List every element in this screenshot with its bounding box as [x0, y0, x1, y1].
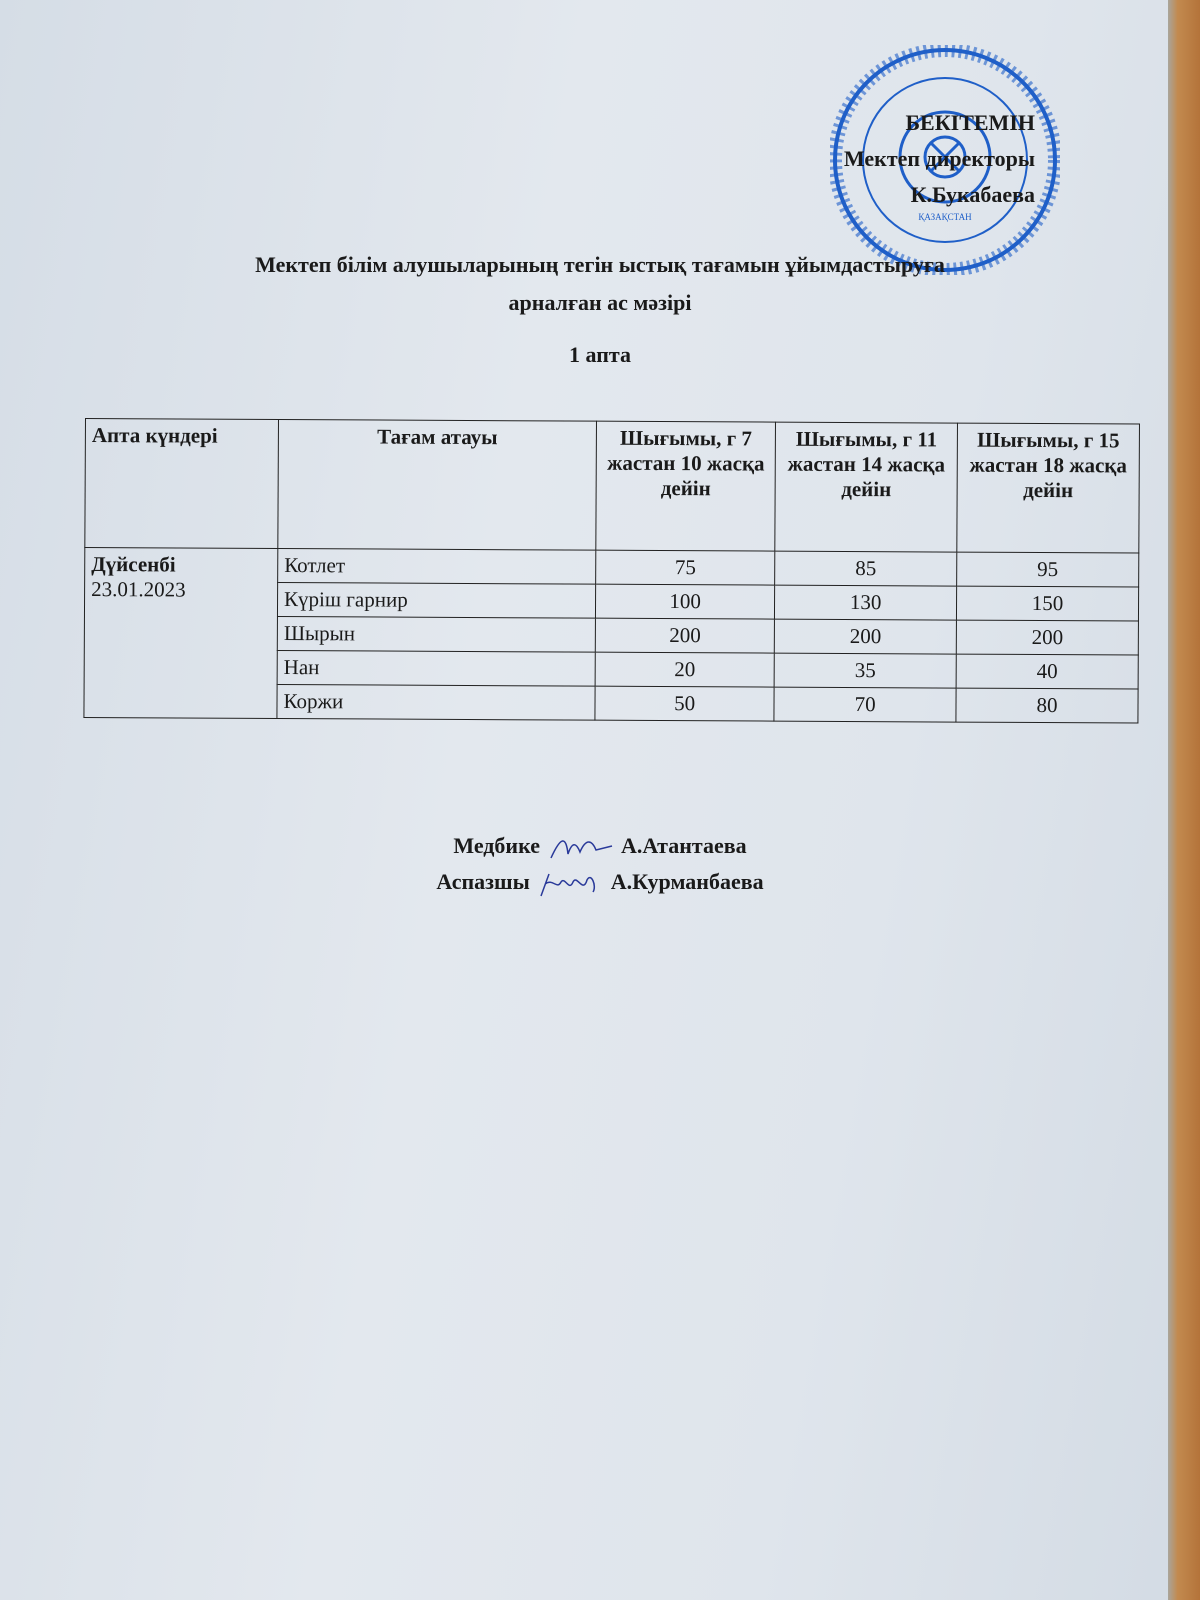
approval-block [844, 105, 1035, 213]
document-title-line2: арналған ас мәзірі [508, 290, 692, 315]
header-days: Апта күндері [85, 419, 279, 549]
approval-heading: БЕКІТЕМІН [905, 110, 1035, 135]
table-row [85, 548, 1139, 588]
dish-name: Котлет [278, 549, 596, 585]
day-cell [84, 548, 278, 719]
portion-15-18: 40 [956, 654, 1138, 689]
approval-position: Мектеп директоры [843, 146, 1035, 171]
signature-role: Аспазшы [436, 869, 530, 894]
header-portion-11-14: Шығымы, г 11 жастан 14 жасқа дейін [775, 422, 957, 552]
portion-7-10: 20 [595, 652, 774, 687]
header-portion-7-10: Шығымы, г 7 жастан 10 жасқа дейін [596, 421, 776, 551]
document-title-line1: Мектеп білім алушыларының тегін ыстық тағамын ұйымдастыруға [255, 252, 945, 277]
portion-15-18: 80 [956, 688, 1138, 723]
portion-11-14: 130 [775, 585, 957, 620]
portion-7-10: 200 [595, 618, 774, 653]
handwritten-signature [535, 870, 605, 898]
signature-line-cook [0, 864, 1200, 900]
wooden-surface [1168, 0, 1200, 1600]
signature-name: А.Атантаева [621, 833, 747, 858]
signature-line-nurse [0, 828, 1200, 864]
portion-11-14: 70 [774, 687, 956, 722]
dish-name: Күріш гарнир [277, 583, 595, 619]
header-dish: Тағам атауы [278, 420, 597, 551]
day-name: Дүйсенбі [91, 552, 176, 577]
signature-role: Медбике [453, 833, 540, 858]
portion-7-10: 50 [595, 686, 774, 721]
portion-15-18: 150 [956, 586, 1138, 621]
day-date: 23.01.2023 [91, 577, 186, 602]
dish-name: Нан [277, 651, 595, 687]
portion-11-14: 35 [774, 653, 956, 688]
approval-name: К.Букабаева [910, 182, 1035, 207]
signatures-block [0, 828, 1200, 900]
portion-7-10: 100 [595, 584, 774, 619]
portion-7-10: 75 [596, 550, 775, 585]
header-portion-15-18: Шығымы, г 15 жастан 18 жасқа дейін [957, 423, 1140, 553]
portion-15-18: 95 [957, 552, 1139, 587]
signature-name: А.Курманбаева [610, 869, 764, 894]
week-label: 1 апта [569, 342, 631, 367]
dish-name: Коржи [277, 685, 595, 721]
portion-11-14: 200 [775, 619, 957, 654]
portion-11-14: 85 [775, 551, 957, 586]
handwritten-signature [546, 834, 616, 862]
dish-name: Шырын [277, 617, 595, 653]
table-header-row [85, 419, 1140, 554]
portion-15-18: 200 [956, 620, 1138, 655]
stamp-text: ҚАЗАҚСТАН [918, 212, 972, 222]
menu-table [83, 418, 1140, 724]
